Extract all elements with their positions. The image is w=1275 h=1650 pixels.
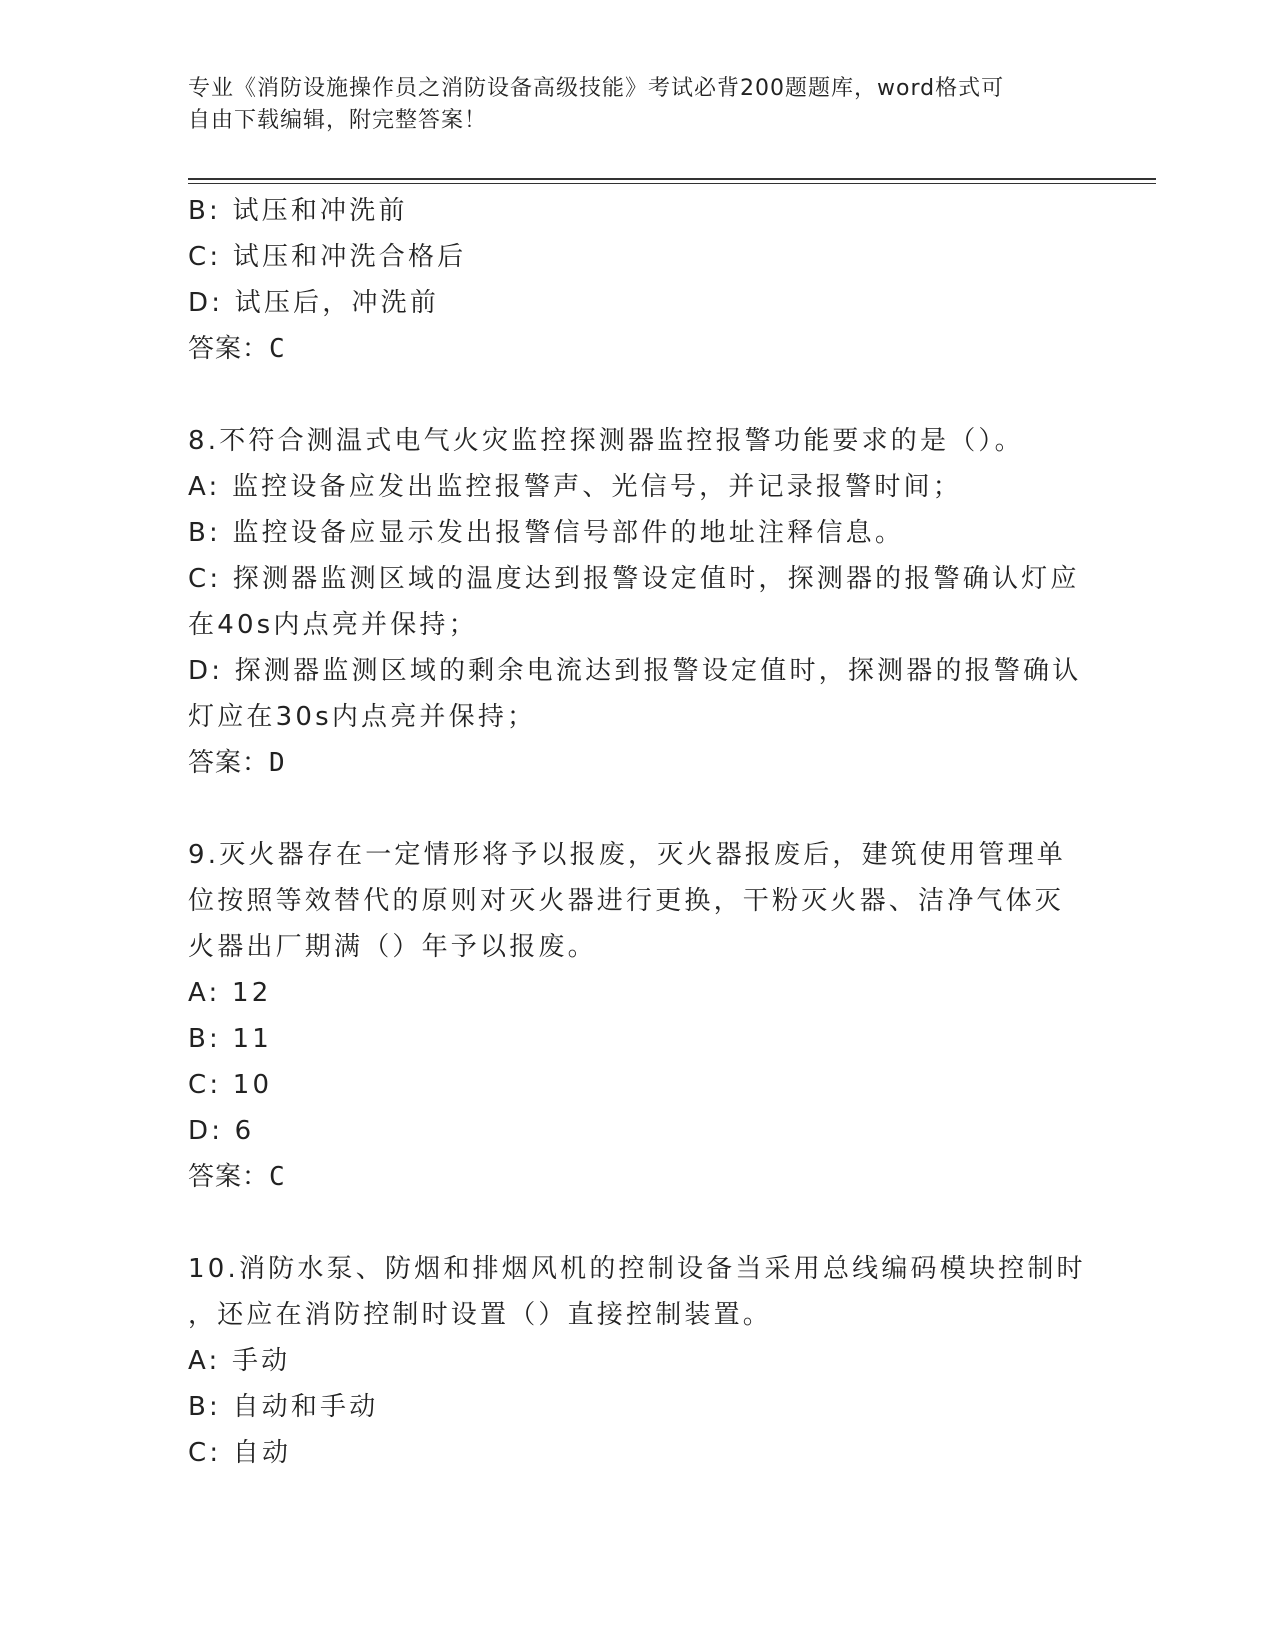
option-c-line-1: C: 探测器监测区域的温度达到报警设定值时，探测器的报警确认灯应 bbox=[188, 564, 1080, 594]
question-text-line-2: ，还应在消防控制时设置（）直接控制装置。 bbox=[188, 1300, 773, 1330]
question-text-line-2: 位按照等效替代的原则对灭火器进行更换，干粉灭火器、洁净气体灭 bbox=[188, 886, 1065, 916]
option-b: B: 试压和冲洗前 bbox=[188, 196, 408, 226]
option-b: B: 11 bbox=[188, 1024, 272, 1054]
question-7-block bbox=[188, 188, 1088, 372]
spacer bbox=[188, 1200, 1088, 1246]
option-a: A: 监控设备应发出监控报警声、光信号，并记录报警时间； bbox=[188, 472, 962, 502]
option-c: C: 10 bbox=[188, 1070, 273, 1100]
option-c: C: 自动 bbox=[188, 1438, 292, 1468]
question-text-line-1: 10.消防水泵、防烟和排烟风机的控制设备当采用总线编码模块控制时 bbox=[188, 1254, 1086, 1284]
question-content bbox=[188, 188, 1088, 1476]
answer-line: 答案：D bbox=[188, 748, 286, 778]
header-divider-thick bbox=[188, 178, 1156, 180]
question-10-block bbox=[188, 1246, 1088, 1476]
option-a: A: 手动 bbox=[188, 1346, 291, 1376]
spacer bbox=[188, 786, 1088, 832]
question-8-block bbox=[188, 418, 1088, 786]
question-text-line-3: 火器出厂期满（）年予以报废。 bbox=[188, 932, 597, 962]
option-d-line-2: 灯应在30s内点亮并保持； bbox=[188, 702, 537, 732]
answer-line: 答案：C bbox=[188, 334, 286, 364]
question-text-line-1: 9.灭火器存在一定情形将予以报废，灭火器报废后，建筑使用管理单 bbox=[188, 840, 1067, 870]
option-d: D: 6 bbox=[188, 1116, 255, 1146]
spacer bbox=[188, 372, 1088, 418]
document-header bbox=[188, 73, 1068, 137]
header-line-1: 专业《消防设施操作员之消防设备高级技能》考试必背200题题库，word格式可 bbox=[188, 76, 1005, 101]
option-b: B: 监控设备应显示发出报警信号部件的地址注释信息。 bbox=[188, 518, 905, 548]
option-a: A: 12 bbox=[188, 978, 272, 1008]
option-c: C: 试压和冲洗合格后 bbox=[188, 242, 467, 272]
option-b: B: 自动和手动 bbox=[188, 1392, 379, 1422]
answer-line: 答案：C bbox=[188, 1162, 286, 1192]
option-d: D: 试压后，冲洗前 bbox=[188, 288, 440, 318]
option-d-line-1: D: 探测器监测区域的剩余电流达到报警设定值时，探测器的报警确认 bbox=[188, 656, 1082, 686]
question-9-block bbox=[188, 832, 1088, 1200]
option-c-line-2: 在40s内点亮并保持； bbox=[188, 610, 478, 640]
header-line-2: 自由下载编辑，附完整答案！ bbox=[188, 108, 488, 133]
question-text: 8.不符合测温式电气火灾监控探测器监控报警功能要求的是（）。 bbox=[188, 426, 1024, 456]
header-divider-thin bbox=[188, 183, 1156, 184]
